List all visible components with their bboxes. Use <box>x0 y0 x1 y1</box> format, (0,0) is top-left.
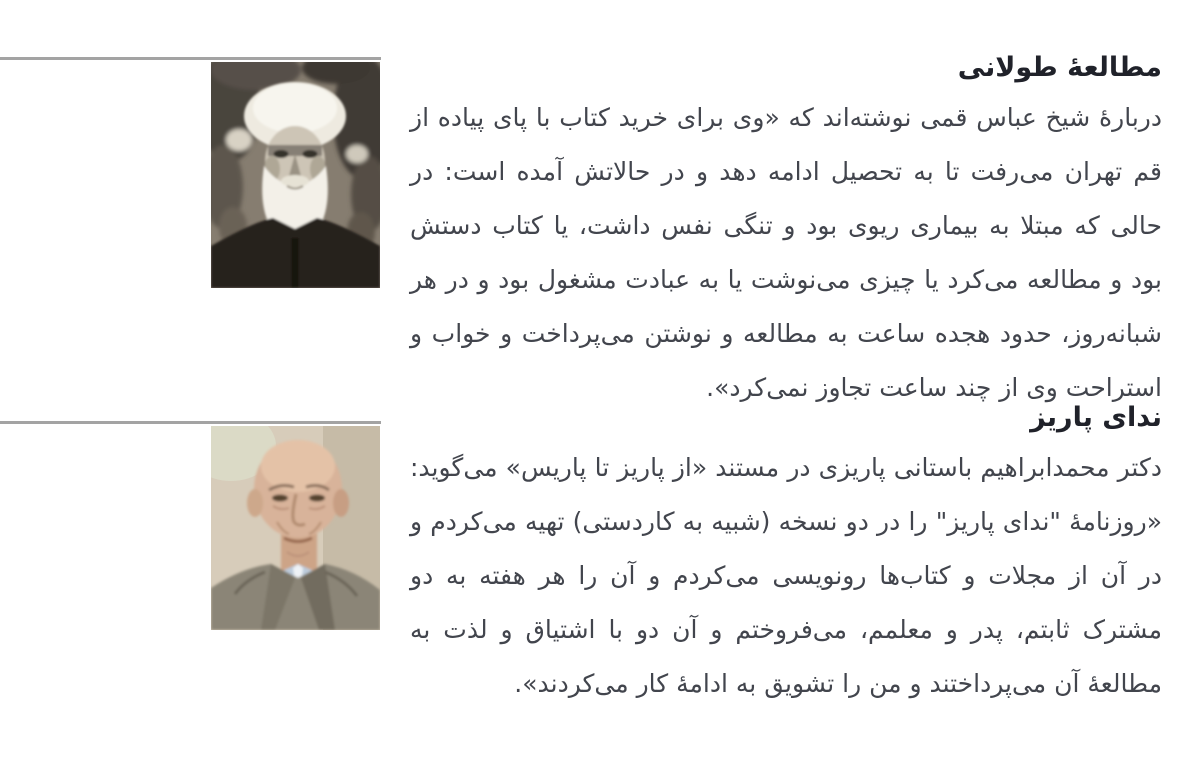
section-title: مطالعهٔ طولانی <box>957 52 1162 83</box>
portrait-photo-parizi <box>211 426 380 630</box>
section-divider-rule <box>0 421 381 424</box>
elderly-man-portrait-image <box>211 426 380 630</box>
section-paragraph: دکتر محمدابراهیم باستانی پاریزی در مستند «از پاریز تا پاریس» می‌گوید: «روزنامهٔ "ندای پاریز" را در دو نسخه (شبیه به کاردستی) تهیه می‌کردم و در آن از مجلات و کتاب‌ها رونویسی می‌کردم و آن را هر هفته به دو مشترک ثابتم، پدر و معلمم، می‌فروختم و آن دو با اشتیاق و لذت به مطالعهٔ آن می‌پرداختند و من را تشویق به ادامهٔ کار می‌کردند». <box>410 453 1162 698</box>
section-title: ندای پاریز <box>1030 402 1162 433</box>
section-paragraph: دربارهٔ شیخ عباس قمی نوشته‌اند که «وی برای خرید کتاب با پای پیاده از قم تهران می‌رفت تا به تحصیل ادامه دهد و در حالاتش آمده است: در حالی که مبتلا به بیماری ریوی بود و تنگی نفس داشت، یا کتاب دستش بود و مطالعه می‌کرد یا چیزی می‌نوشت یا به عبادت مشغول بود و در هر شبانه‌روز، حدود هجده ساعت به مطالعه و نوشتن می‌پرداخت و خواب و استراحت وی از چند ساعت تجاوز نمی‌کرد». <box>410 103 1162 402</box>
